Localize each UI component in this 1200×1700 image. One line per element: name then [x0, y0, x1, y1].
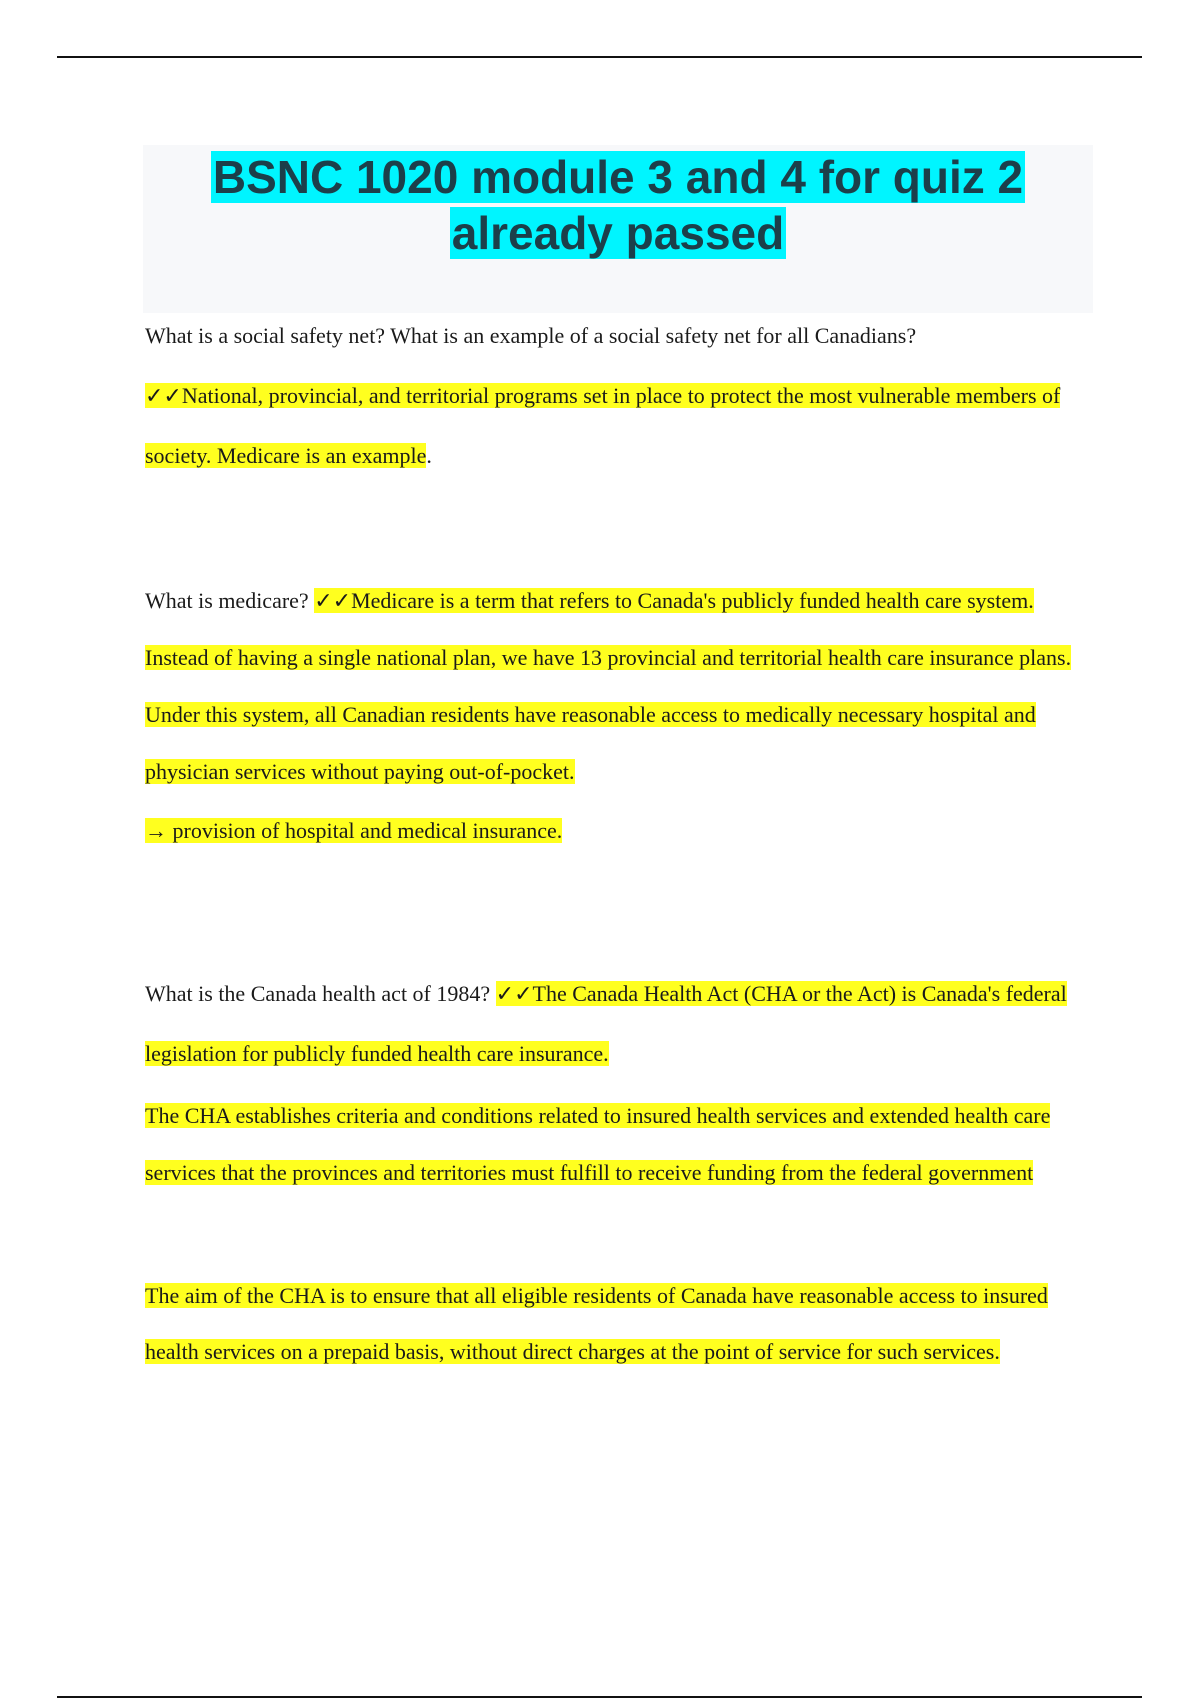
answer-text: ✓✓National, provincial, and territorial programs set in place to protect the most vulnerable members of society. Medicare is an example: [145, 383, 1061, 468]
title-highlight: BSNC 1020 module 3 and 4 for quiz 2 already passed: [212, 151, 1024, 259]
note-text: → provision of hospital and medical insurance.: [145, 818, 563, 843]
answer-trailing: .: [426, 443, 432, 468]
question-text: What is medicare?: [145, 588, 315, 613]
document-title: [143, 145, 1093, 261]
cha-criteria-paragraph: [145, 1087, 1095, 1201]
question-text: What is the Canada health act of 1984?: [145, 981, 496, 1006]
paragraph-text: The aim of the CHA is to ensure that all eligible residents of Canada have reasonable access to insured health services on a prepaid basis, without direct charges at the point of service for such services.: [145, 1283, 1048, 1364]
paragraph-text: The CHA establishes criteria and conditions related to insured health services and extended health care services that the provinces and territories must fulfill to receive funding from the federal government: [145, 1103, 1051, 1185]
question-text: What is a social safety net? What is an example of a social safety net for all Canadians?: [145, 323, 917, 348]
qa-block-canada-health-act: [145, 964, 1095, 1084]
title-banner: [143, 145, 1093, 313]
answer-text: ✓✓The Canada Health Act (CHA or the Act) is Canada's federal legislation for publicly funded health care insurance.: [145, 981, 1067, 1066]
qa-block-social-safety-net: [145, 306, 1095, 486]
top-rule: [57, 56, 1142, 58]
bottom-rule: [57, 1696, 1142, 1698]
medicare-note: [145, 818, 1095, 844]
cha-aim-paragraph: [145, 1268, 1095, 1380]
qa-block-medicare: [145, 572, 1095, 800]
answer-text: ✓✓Medicare is a term that refers to Canada's publicly funded health care system. Instead of having a single national plan, we have 13 provincial and territorial health care insurance plans. Under this system, all Canadian residents have reasonable access to medically necessary hospital and physician services without paying out-of-pocket.: [145, 588, 1072, 784]
